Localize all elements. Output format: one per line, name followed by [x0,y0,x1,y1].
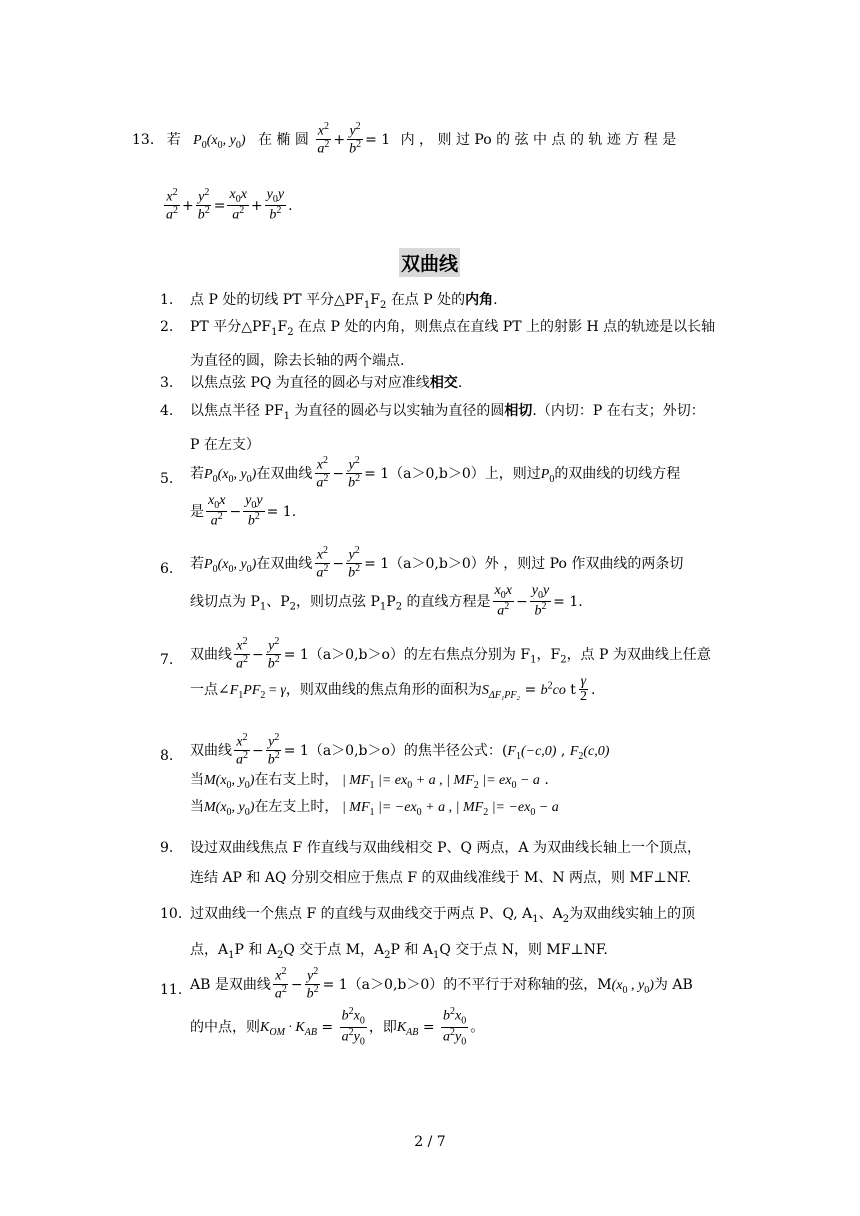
list-item-6: 6. 若$P_0(x_0$, $y_0$)在双曲线 $\frac{x^2}{a^2}$ − $\frac{y^2}{b^2}$ = 1（a＞0,b＞0）外 ，则过 Po 作双曲线的两条切 线切点为 $P_1$、$P_2$，则切点弦 $P_1P_2$ 的直线方程是 $\frac{x_0x}{a^2}$ − $\frac{y_0y}{b^2}$ = 1. [160,545,684,619]
list-item-3: 3. 以焦点弦 PQ 为直径的圆必与对应准线相交. [160,375,463,391]
list-item-11: 11. AB 是双曲线 $\frac{x^2}{a^2}$ − $\frac{y^2}{b^2}$ = 1（a＞0,b＞0）的不平行于对称轴的弦，$M(x_0$ , $y_0$)为 AB 的中点，则$K_{OM} \cdot K_{AB}$ = $\frac{b^2x_0}{a^2y_0}$ ，即$K_{AB}$ = $\frac{b^2x_0}{a^2y_0}$ 。 [160,966,693,1048]
frac-y2-b2: $\frac{y^2}{b^2}$ [349,121,362,157]
math-p0: $P_0(x_0$, $y_0$) [193,132,246,151]
page-number: 2 / 7 [414,1134,446,1150]
section-heading: 双曲线 [399,248,460,277]
list-item-5: 5. 若$P_0(x_0$, $y_0$)在双曲线 $\frac{x^2}{a^2}$ − $\frac{y^2}{b^2}$ = 1（a＞0,b＞0）上，则过$P_0$的双曲线的切线方程 是 $\frac{x_0x}{a^2}$ − $\frac{y_0y}{b^2}$ = 1. [160,455,681,529]
list-item-2: 2. PT 平分$\triangle PF_1F_2$ 在点 P 处的内角，则焦点在直线 PT 上的射影 H 点的轨迹是以长轴 为直径的圆，除去长轴的两个端点. [160,319,716,369]
list-item-4: 4. 以焦点半径 $PF_1$ 为直径的圆必与以实轴为直径的圆相切.（内切：P 在右支；外切： P 在左支） [160,403,705,453]
list-item-8: 8. 双曲线 $\frac{x^2}{a^2}$ − $\frac{y^2}{b^2}$ = 1（a＞0,b＞o）的焦半径公式：($F_1(-c,0)$ , $F_2(c,0)$ 当$M(x_0$, $y_0$)在右支上时， | $MF_1$ |= $ex_0 + a$ , | $MF_2$ |= $ex_0 - a$ . 当$M(x_0$, $y_0$)在左支上时， | $MF_1$ |= $-ex_0 + a$ , | $MF_2$ |= $-ex_0 - a$ [160,732,610,819]
frac-x2-a2: $\frac{x^2}{a^2}$ [317,121,330,157]
item-13-equation: $\frac{x^2}{a^2}$ + $\frac{y^2}{b^2}$ = $\frac{x_0x}{a^2}$ + $\frac{y_0y}{b^2}$ . [166,187,293,223]
list-item-10: 10. 过双曲线一个焦点 F 的直线与双曲线交于两点 P、Q, $A_1$、$A_2$为双曲线实轴上的顶 点，$A_1P$ 和 $A_2Q$ 交于点 M，$A_2P$ 和 $A_1Q$ 交于点 N，则 MF⊥NF. [160,906,696,961]
item-13-line1: 13. 若 $P_0(x_0$, $y_0$) 在 椭 圆 $\frac{x^2}{a^2}$ + $\frac{y^2}{b^2}$ = 1 内 ， 则 过 Po 的 弦 中 点 的 轨 迹 方 程 是 [132,121,677,157]
list-item-9: 9. 设过双曲线焦点 F 作直线与双曲线相交 P、Q 两点，A 为双曲线长轴上一个顶点， 连结 AP 和 AQ 分别交相应于焦点 F 的双曲线准线于 M、N 两点，则 MF⊥NF. [160,840,701,886]
list-item-1: 1. 点 P 处的切线 PT 平分$\triangle PF_1F_2$ 在点 P 处的内角. [160,292,498,311]
item-13-number: 13. [132,131,155,148]
list-item-7: 7. 双曲线 $\frac{x^2}{a^2}$ − $\frac{y^2}{b^2}$ = 1（a＞0,b＞o）的左右焦点分别为 $F_1$，$F_2$，点 P 为双曲线上任意 一点$\angle F_1PF_2 = \gamma$，则双曲线的焦点角形的面积为$S_{\Delta F_1PF_2} = b^2co$ t $\frac{\gamma}{2}$ . [160,636,711,705]
